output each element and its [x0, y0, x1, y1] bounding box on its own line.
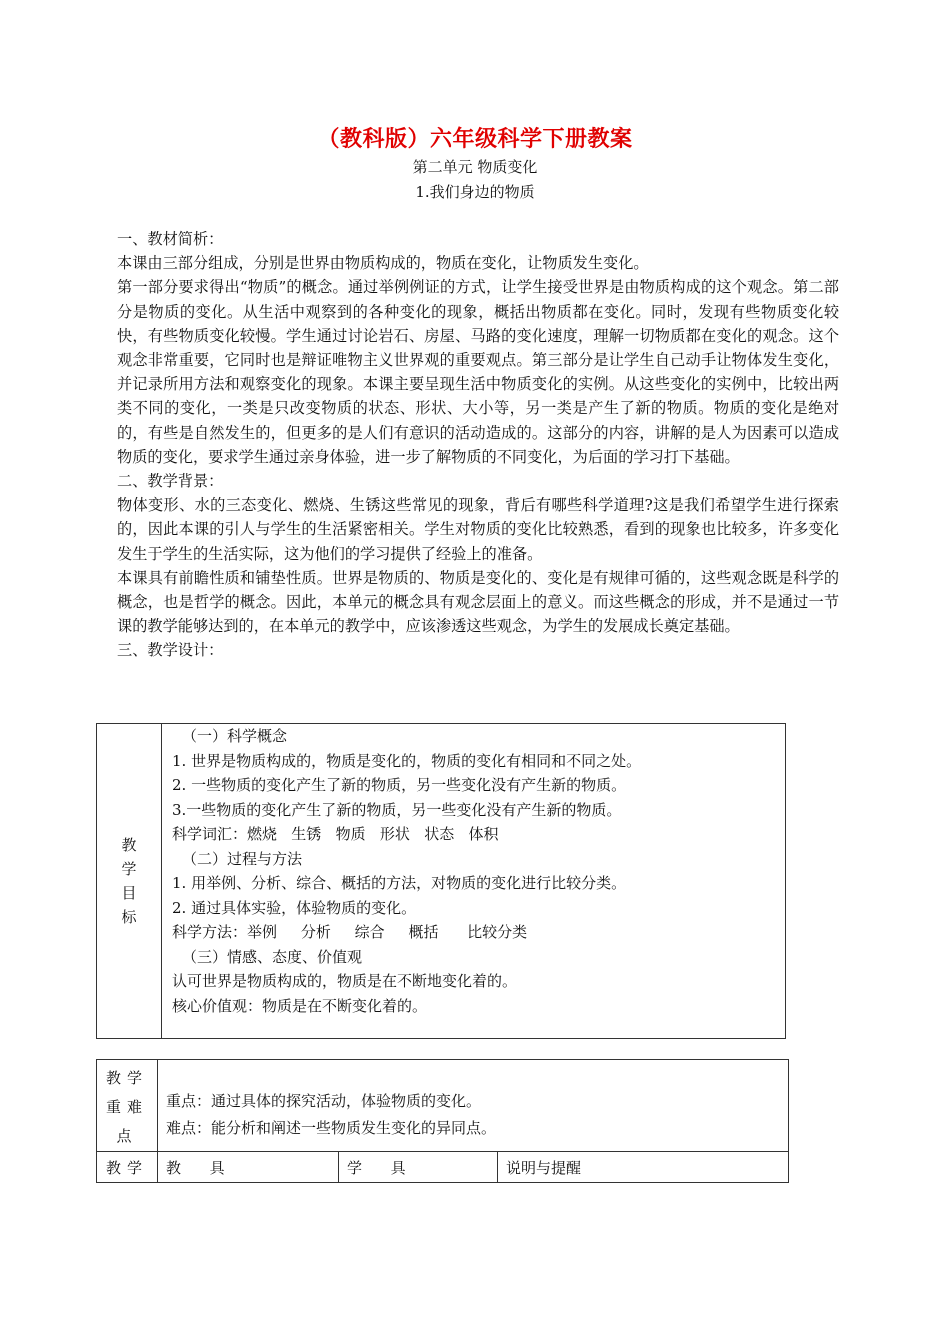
lesson-heading: 1.我们身边的物质	[415, 183, 535, 201]
teacher-tools-header: 教 具	[158, 1152, 339, 1183]
paragraph: 本课由三部分组成，分别是世界由物质构成的，物质在变化，让物质发生变化。	[117, 254, 649, 273]
goal-line: 1. 用举例、分析、综合、概括的方法，对物质的变化进行比较分类。	[172, 874, 627, 892]
goal-subheading: （二）过程与方法	[182, 849, 303, 868]
keypoints-content-cell	[158, 1060, 789, 1152]
goal-line: 2. 一些物质的变化产生了新的物质，另一些变化没有产生新的物质。	[172, 776, 627, 794]
goal-line: 科学词汇：燃烧 生锈 物质 形状 状态 体积	[172, 825, 499, 843]
goals-label-cell	[97, 724, 162, 1039]
body-text	[117, 227, 839, 663]
goal-line: 3.一些物质的变化产生了新的物质，另一些变化没有产生新的物质。	[172, 800, 622, 819]
goal-line: 科学方法：举例 分析 综合 概括 比较分类	[172, 923, 528, 941]
goals-content-cell	[162, 724, 786, 1039]
label-line: 教学	[105, 1069, 148, 1087]
tools-row-label: 教学	[97, 1152, 158, 1183]
label-char: 目	[121, 884, 137, 902]
paragraph: 物体变形、水的三态变化、燃烧、生锈这些常见的现象，背后有哪些科学道理?这是我们希望学生进行探索的，因此本课的引人与学生的生活紧密相关。学生对物质的变化比较熟悉，看到的现象也比较多，许多变化发生于学生的生活实际，这为他们的学习提供了经验上的准备。	[117, 496, 839, 563]
section-heading-3: 三、教学设计：	[117, 641, 224, 660]
label-line: 重难	[105, 1098, 148, 1116]
notes-header: 说明与提醒	[498, 1152, 789, 1183]
key-points-table	[96, 1059, 789, 1183]
label-char: 学	[121, 860, 137, 878]
goal-line: 2. 通过具体实验，体验物质的变化。	[172, 898, 417, 917]
difficult-point: 难点：能分析和阐述一些物质发生变化的异同点。	[166, 1119, 497, 1137]
keypoints-label-cell	[97, 1060, 158, 1152]
paragraph: 本课具有前瞻性质和铺垫性质。世界是物质的、物质是变化的、变化是有规律可循的，这些观念既是科学的概念，也是哲学的概念。因此，本单元的概念具有观念层面上的意义。而这些概念的形成，并不是通过一节课的教学能够达到的，在本单元的教学中，应该渗透这些观念，为学生的发展成长奠定基础。	[117, 568, 839, 636]
label-line: 点	[116, 1127, 138, 1145]
goal-subheading: （三）情感、态度、价值观	[182, 947, 363, 966]
unit-heading: 第二单元 物质变化	[412, 158, 538, 176]
document-title: （教科版）六年级科学下册教案	[317, 127, 633, 152]
goal-subheading: （一）科学概念	[182, 727, 288, 745]
label-char: 教	[121, 836, 137, 854]
section-heading-2: 二、教学背景：	[117, 472, 224, 491]
label-char: 标	[121, 908, 137, 926]
paragraph: 第一部分要求得出“物质”的概念。通过举例例证的方式，让学生接受世界是由物质构成的这个观念。第二部分是物质的变化。从生活中观察到的各种变化的现象，概括出物质都在变化。同时，发现有些物质变化较快，有些物质变化较慢。学生通过讨论岩石、房屋、马路的变化速度，理解一切物质都在变化的观念。这个观念非常重要，它同时也是辩证唯物主义世界观的重要观点。第三部分是让学生自己动手让物体发生变化，并记录所用方法和观察变化的现象。本课主要呈现生活中物质变化的实例。从这些变化的实例中，比较出两类不同的变化，一类是只改变物质的状态、形状、大小等，另一类是产生了新的物质。物质的变化是绝对的，有些是自然发生的，但更多的是人们有意识的活动造成的。这部分的内容，讲解的是人为因素可以造成物质的变化，要求学生通过亲身体验，进一步了解物质的不同变化，为后面的学习打下基础。	[117, 278, 839, 466]
goal-line: 认可世界是物质构成的，物质是在不断地变化着的。	[172, 972, 518, 990]
teaching-goals-table	[96, 723, 786, 1039]
student-tools-header: 学 具	[339, 1152, 498, 1183]
goal-line: 核心价值观：物质是在不断变化着的。	[172, 996, 428, 1015]
section-heading-1: 一、教材简析：	[117, 230, 224, 248]
key-point: 重点：通过具体的探究活动，体验物质的变化。	[166, 1092, 482, 1110]
goal-line: 1. 世界是物质构成的，物质是变化的，物质的变化有相同和不同之处。	[172, 751, 642, 770]
